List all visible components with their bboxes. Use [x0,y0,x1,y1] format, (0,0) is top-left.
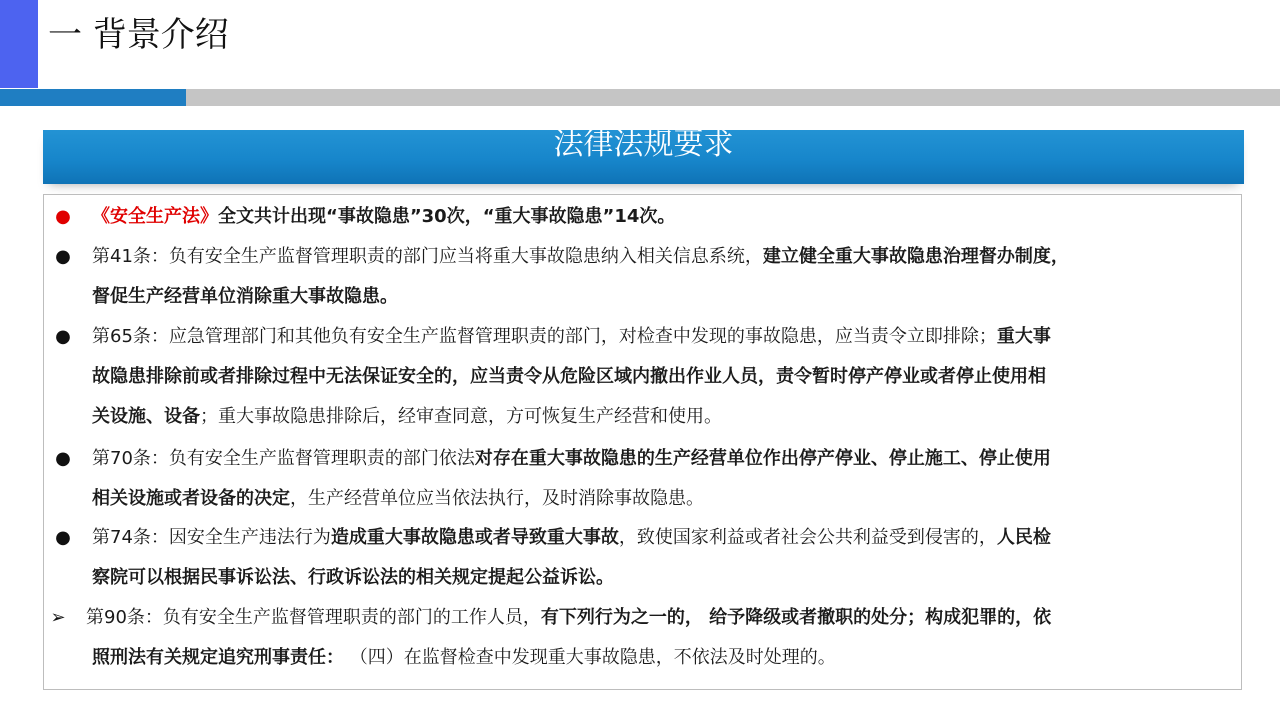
item-line [92,279,398,315]
item-text-bold: 对存在重大事故隐患的生产经营单位作出停产停业、停止施工、停止使用 [474,448,1051,469]
content-box [43,194,1242,690]
section-banner-title: 法律法规要求 [553,127,734,162]
item-text: ，致使国家利益或者社会公共利益受到侵害的， [618,527,997,548]
item-text-bold: 人民检 [996,527,1051,548]
item-line [86,600,1051,636]
arrow-bullet-icon: ➢ [50,607,66,628]
header-divider-accent [0,89,186,106]
law-title: 《安全生产法》 [92,206,218,227]
item-text-bold: 相关设施或者设备的决定 [92,488,290,509]
item-line [92,319,1051,355]
item-text-bold: 故隐患排除前或者排除过程中无法保证安全的，应当责令从危险区域内撤出作业人员，责令暂时停产停业或者停止使用相 [92,366,1046,387]
item-text-bold: 关设施、设备 [92,406,200,427]
item-text-bold: 造成重大事故隐患或者导致重大事故 [330,527,619,548]
item-text-bold: 重大事 [996,326,1051,347]
item-text: 第70条：负有安全生产监督管理职责的部门依法 [92,448,475,469]
item-text: ；重大事故隐患排除后，经审查同意，方可恢复生产经营和使用。 [200,406,722,427]
item-text: 第74条：因安全生产违法行为 [92,527,331,548]
item-text: 第90条：负有安全生产监督管理职责的部门的工作人员， [86,607,541,628]
item-text: 第41条：负有安全生产监督管理职责的部门应当将重大事故隐患纳入相关信息系统， [92,246,763,267]
item-line [92,520,1051,556]
item-text: （四）在监督检查中发现重大事故隐患，不依法及时处理的。 [344,647,836,668]
item-text: 第65条：应急管理部门和其他负有安全生产监督管理职责的部门，对检查中发现的事故隐患，应当责令立即排除； [92,326,997,347]
item-text-bold: 督促生产经营单位消除重大事故隐患。 [92,286,398,307]
page-title: 一 背景介绍 [48,15,229,55]
title-accent-block [0,0,38,88]
item-line [92,441,1051,477]
item-line [92,481,704,517]
item-line [92,399,722,435]
item-text-bold: 建立健全重大事故隐患治理督办制度， [762,246,1069,267]
item-text: 全文共计出现“事故隐患”30次，“重大事故隐患”14次。 [218,206,676,227]
item-text-bold: 有下列行为之一的， 给予降级或者撤职的处分；构成犯罪的，依 [540,607,1052,628]
item-line [92,199,675,235]
item-line [92,640,836,676]
bullet-icon: ● [55,448,71,469]
item-line [92,359,1046,395]
section-banner [43,127,1244,184]
bullet-icon: ● [55,326,71,347]
item-text: ，生产经营单位应当依法执行，及时消除事故隐患。 [290,488,704,509]
header-divider [0,89,1280,106]
bullet-icon: ● [55,527,71,548]
item-line [92,239,1069,275]
item-text-bold: 察院可以根据民事诉讼法、行政诉讼法的相关规定提起公益诉讼。 [92,567,614,588]
bullet-icon: ● [55,246,71,267]
item-text-bold: 照刑法有关规定追究刑事责任： [92,647,344,668]
item-line [92,560,614,596]
bullet-icon: ● [55,206,71,227]
